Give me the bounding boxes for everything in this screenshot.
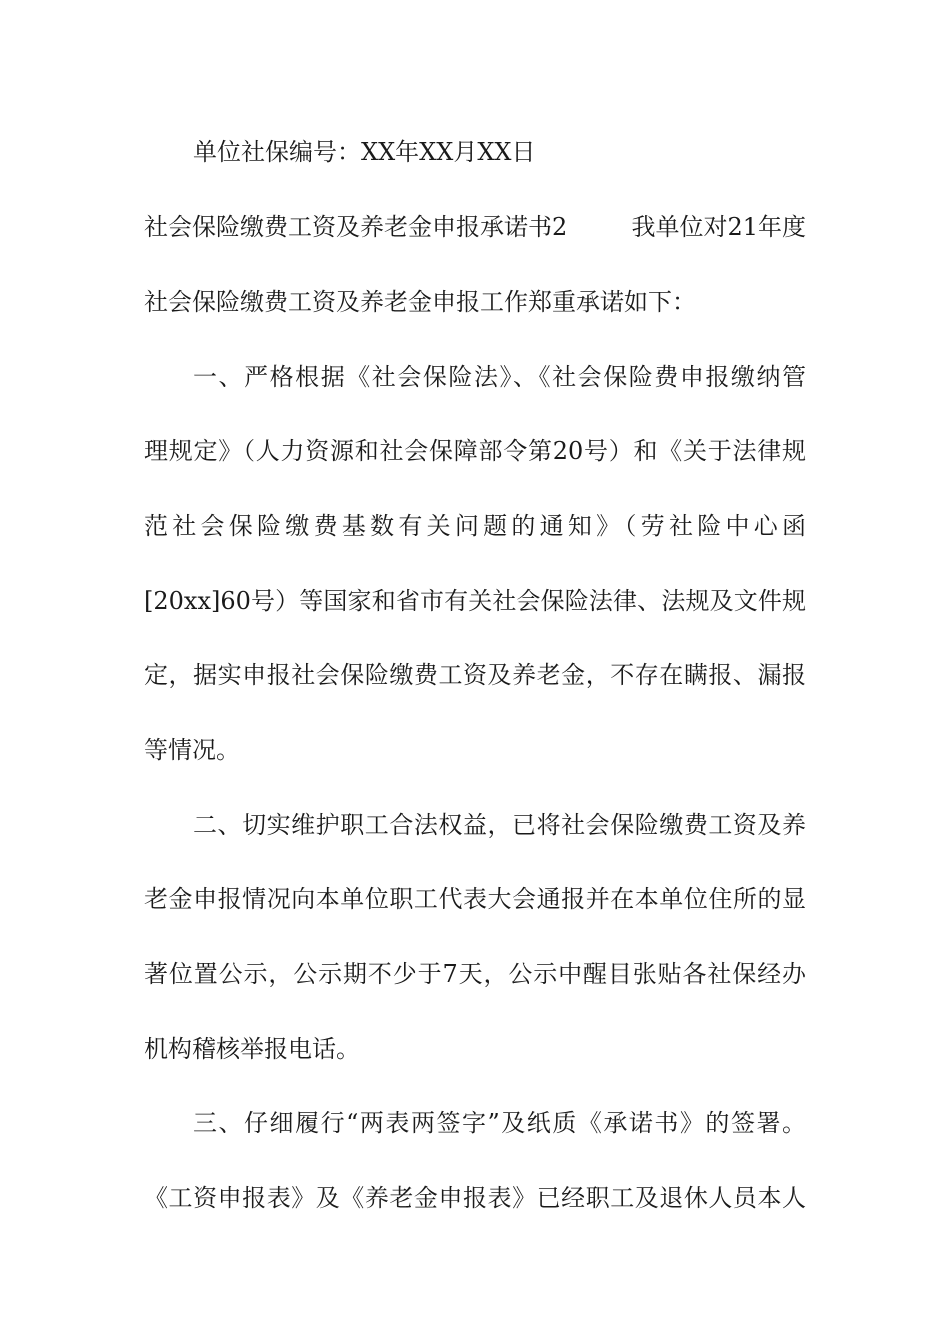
clause-1-line-3: 范社会保险缴费基数有关问题的通知》（劳社险中心函 (144, 512, 806, 540)
clause-2-line-4: 机构稽核举报电话。 (144, 1035, 360, 1063)
clause-2-line-3: 著位置公示，公示期不少于7天，公示中醒目张贴各社保经办 (144, 960, 806, 988)
clause-3-line-2: 《工资申报表》及《养老金申报表》已经职工及退休人员本人 (144, 1184, 806, 1212)
unit-social-security-number-line: 单位社保编号：XX年XX月XX日 (193, 138, 536, 166)
clause-1-line-2: 理规定》（人力资源和社会保障部令第20号）和《关于法律规 (144, 437, 806, 465)
clause-1-line-6: 等情况。 (144, 736, 240, 764)
intro-line: 社会保险缴费工资及养老金申报工作郑重承诺如下： (144, 288, 696, 316)
clause-2-line-2: 老金申报情况向本单位职工代表大会通报并在本单位住所的显 (144, 885, 806, 913)
clause-1-line-1: 一、严格根据《社会保险法》、《社会保险费申报缴纳管 (193, 363, 806, 391)
clause-1-line-4: [20xx]60号）等国家和省市有关社会保险法律、法规及文件规 (144, 587, 806, 615)
clause-1-line-5: 定，据实申报社会保险缴费工资及养老金，不存在瞒报、漏报 (144, 661, 806, 689)
clause-2-line-1: 二、切实维护职工合法权益，已将社会保险缴费工资及养 (193, 811, 806, 839)
title-line (144, 209, 806, 245)
clause-3-line-1: 三、仔细履行“两表两签字”及纸质《承诺书》的签署。 (193, 1109, 806, 1137)
commitment-intro-start: 我单位对21年度 (631, 213, 806, 241)
commitment-title: 社会保险缴费工资及养老金申报承诺书2 (144, 213, 568, 241)
